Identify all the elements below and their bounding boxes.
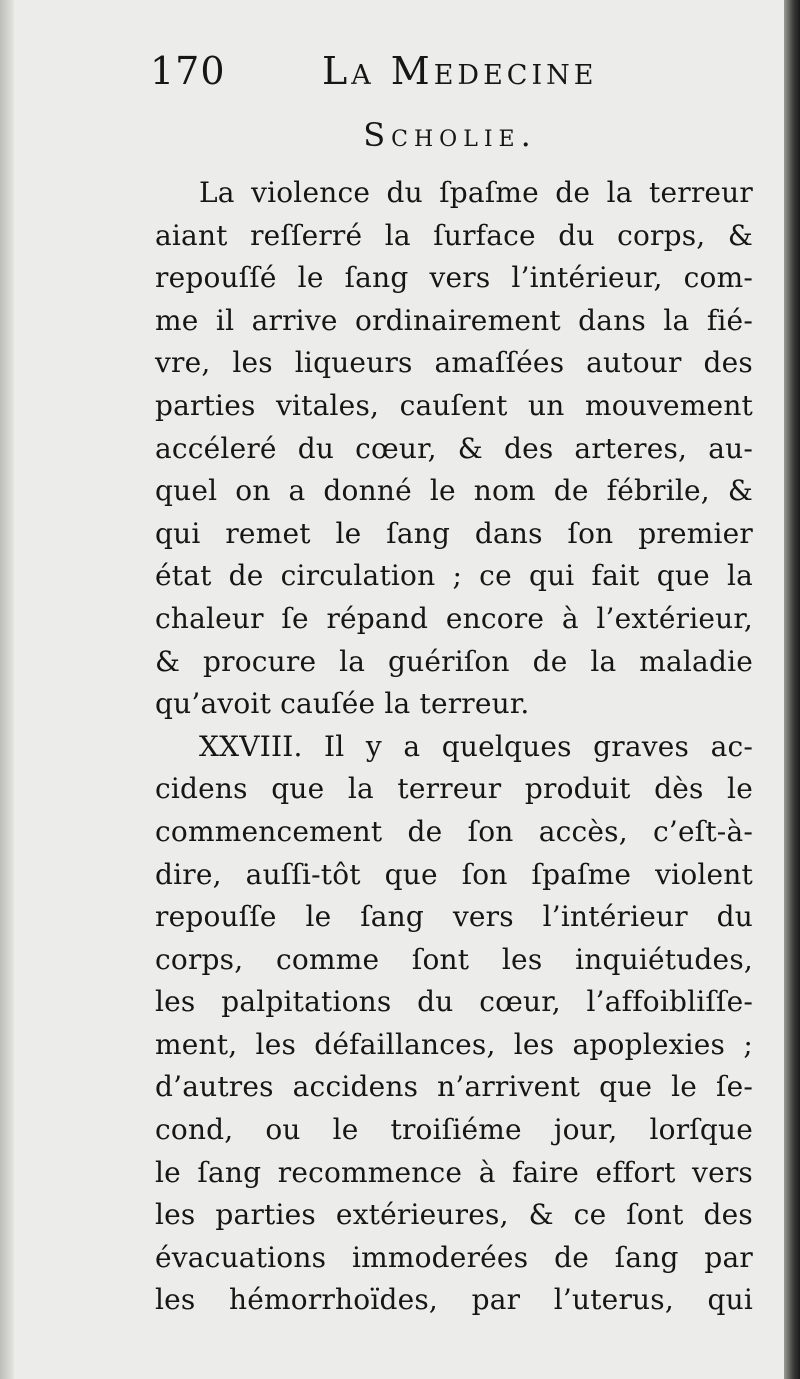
text-line: repouſſe le ſang vers l’intérieur du (155, 900, 753, 934)
text-line: me il arrive ordinairement dans la fié- (155, 303, 753, 337)
text-line: d’autres accidens n’arrivent que le ſe- (155, 1070, 753, 1104)
page-header (150, 42, 620, 100)
text-line: XXVIII. Il y a quelques graves ac- (199, 729, 753, 763)
text-line: cidens que la terreur produit dès le (155, 772, 753, 806)
text-line: les palpitations du cœur, l’affoibliſſe- (155, 985, 753, 1019)
section-title: Scholie. (363, 116, 537, 154)
text-line: aiant reſſerré la ſurface du corps, & (155, 218, 753, 252)
page-edge (784, 0, 800, 1379)
text-line: vre, les liqueurs amaſſées autour des (155, 346, 753, 380)
text-line: parties vitales, cauſent un mouvement (155, 388, 753, 422)
text-line: & procure la guériſon de la maladie (155, 644, 753, 678)
text-line: corps, comme ſont les inquiétudes, (155, 942, 753, 976)
text-line: La violence du ſpaſme de la terreur (199, 176, 753, 209)
text-line: les hémorrhoïdes, par l’uterus, qui (155, 1283, 753, 1317)
text-line: qui remet le ſang dans ſon premier (155, 516, 753, 550)
text-line: les parties extérieures, & ce ſont des (155, 1198, 753, 1232)
text-line: quel on a donné le nom de fébrile, & (155, 474, 753, 508)
page-number: 170 (150, 49, 226, 93)
text-line: dire, auſſi-tôt que ſon ſpaſme violent (155, 857, 753, 891)
text-line: commencement de ſon accès, c’eſt-à- (155, 814, 753, 848)
body-text (155, 172, 753, 1322)
text-line: cond, ou le troiſiéme jour, lorſque (155, 1113, 753, 1147)
running-title: La Medecine (322, 49, 598, 93)
text-line: ment, les défaillances, les apoplexies ; (155, 1027, 753, 1061)
text-line: le ſang recommence à faire effort vers (155, 1155, 753, 1189)
text-line: évacuations immoderées de ſang par (155, 1240, 753, 1274)
text-line: qu’avoit cauſée la terreur. (155, 687, 530, 721)
text-line: chaleur ſe répand encore à l’extérieur, (155, 601, 753, 635)
text-line: état de circulation ; ce qui fait que la (155, 559, 753, 593)
text-line: accéleré du cœur, & des arteres, au- (155, 431, 753, 465)
page-gutter-shadow (0, 0, 14, 1379)
text-line: repouſſé le ſang vers l’intérieur, com- (155, 261, 753, 295)
